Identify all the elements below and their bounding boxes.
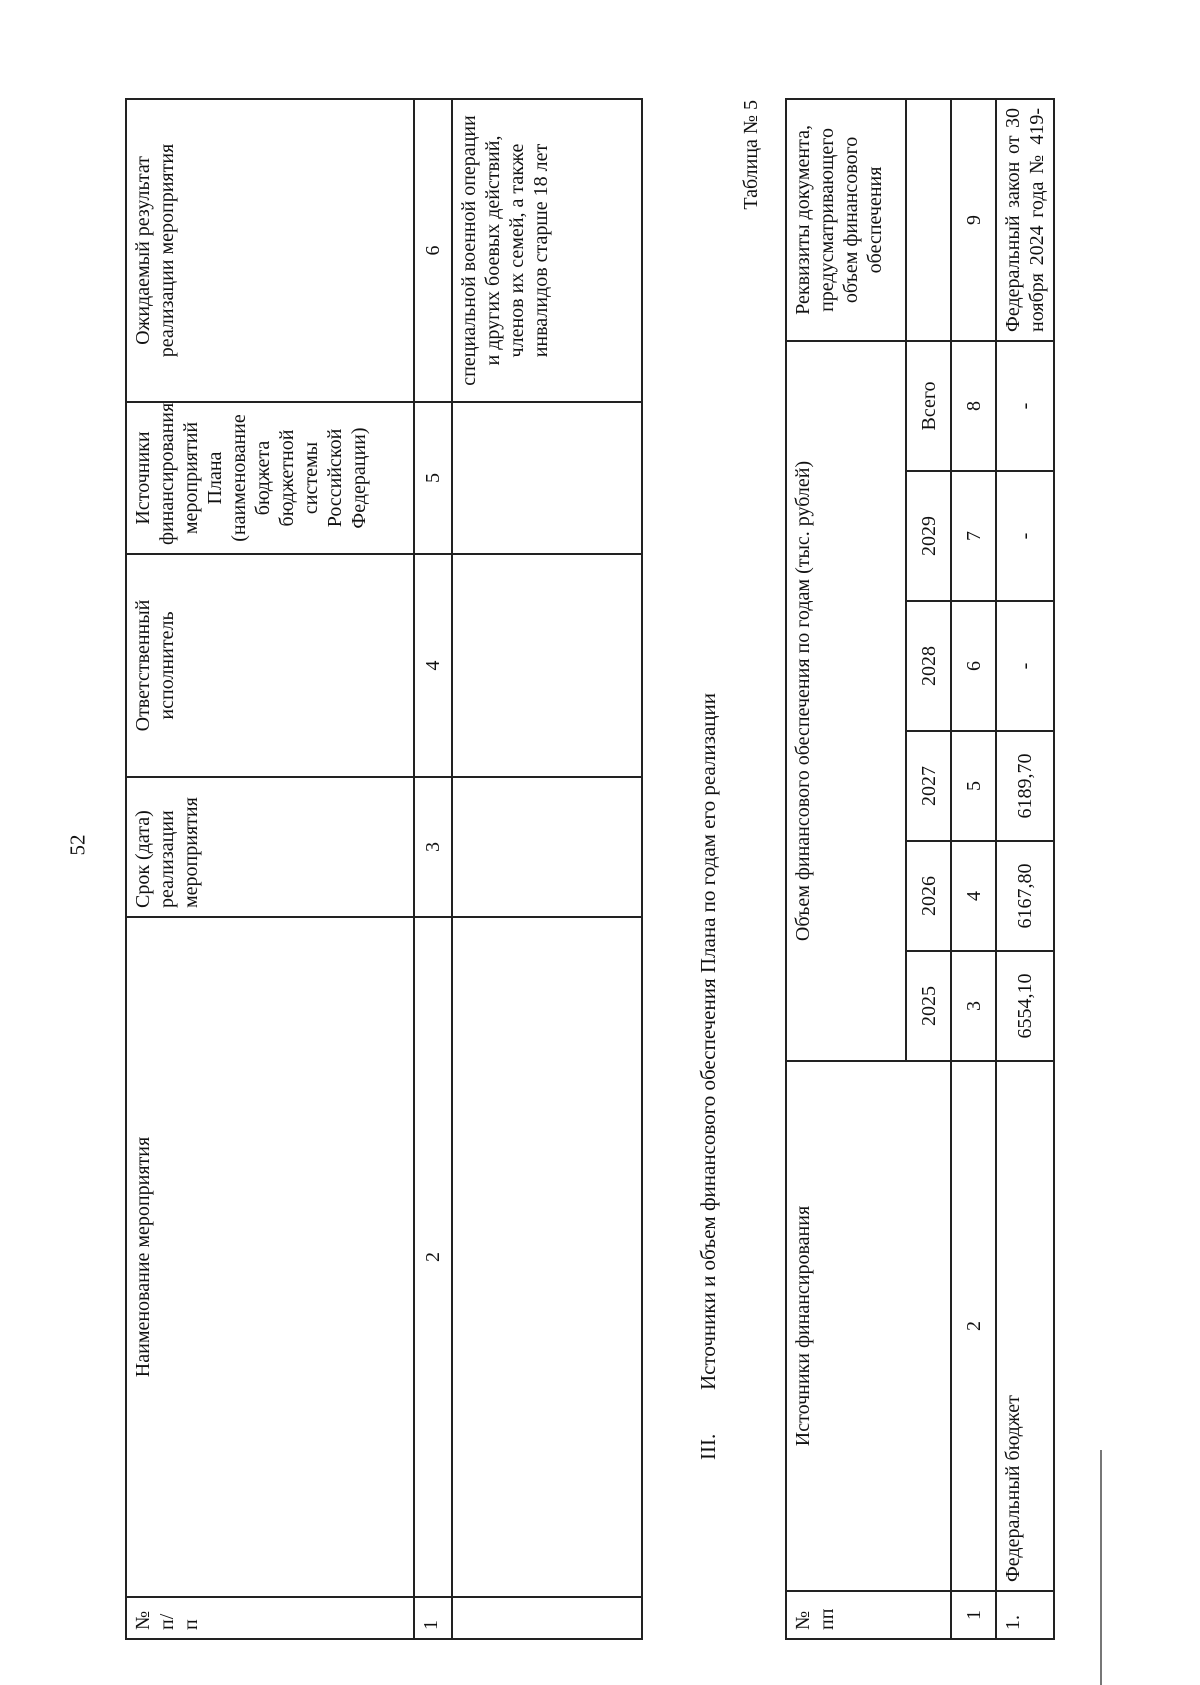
section-title: Источники и объем финансового обеспечения Плана по годам его реализации xyxy=(696,693,720,1390)
table-caption: Таблица № 5 xyxy=(740,100,762,210)
row-number-cell: 1. xyxy=(996,1591,1054,1639)
header-cell-volume: Объем финансового обеспечения по годам (тыс. рублей) xyxy=(786,341,906,1061)
header-cell-number: № пп xyxy=(786,1591,951,1639)
section-number: III. xyxy=(696,1433,720,1460)
year-header-cell: 2027 xyxy=(906,731,951,841)
column-number-cell: 4 xyxy=(951,841,996,951)
margin-line xyxy=(1100,1450,1102,1685)
value-cell: - xyxy=(996,341,1054,471)
table-row xyxy=(996,99,1054,1639)
value-cell: 6167,80 xyxy=(996,841,1054,951)
column-number-cell: 1 xyxy=(414,1597,452,1639)
value-cell: - xyxy=(996,471,1054,601)
header-cell-name: Наименование мероприятия xyxy=(126,917,414,1597)
details-cell: Федеральный закон от 30 ноября 2024 года № 419- xyxy=(996,99,1054,341)
rotated-page-content xyxy=(10,40,1190,1640)
plan-measures-table xyxy=(125,98,643,1640)
column-number-row xyxy=(414,99,452,1639)
column-number-row xyxy=(951,99,996,1639)
table-cell xyxy=(452,402,642,554)
table-header-row xyxy=(786,99,906,1639)
section-heading xyxy=(696,100,721,1460)
value-cell: 6189,70 xyxy=(996,731,1054,841)
value-cell: - xyxy=(996,601,1054,731)
value-cell: 6554,10 xyxy=(996,951,1054,1061)
header-cell-details: Реквизиты документа, предусматривающего объем финансового обеспечения xyxy=(786,99,906,341)
table-cell xyxy=(906,99,951,341)
source-cell: Федеральный бюджет xyxy=(996,1061,1054,1591)
table-cell xyxy=(452,917,642,1597)
header-cell-executor: Ответственный исполнитель xyxy=(126,554,414,777)
column-number-cell: 3 xyxy=(951,951,996,1061)
column-number-cell: 2 xyxy=(414,917,452,1597)
header-cell-sources: Источники финансирования мероприятий Плана (наименование бюджета бюджетной системы Российской Федерации) xyxy=(126,402,414,554)
financing-table xyxy=(785,98,1055,1640)
header-cell-source: Источники финансирования xyxy=(786,1061,951,1591)
table-header-row xyxy=(126,99,414,1639)
header-cell-deadline: Срок (дата) реализации мероприятия xyxy=(126,777,414,917)
header-cell-number: № п/п xyxy=(126,1597,414,1639)
column-number-cell: 5 xyxy=(414,402,452,554)
column-number-cell: 2 xyxy=(951,1061,996,1591)
column-number-cell: 4 xyxy=(414,554,452,777)
table-cell xyxy=(452,777,642,917)
expected-result-cell: специальной военной операции и других боевых действий, членов их семей, а также инвалидов старше 18 лет xyxy=(452,99,642,402)
column-number-cell: 6 xyxy=(951,601,996,731)
column-number-cell: 5 xyxy=(951,731,996,841)
page-number: 52 xyxy=(65,834,90,856)
year-header-cell: 2026 xyxy=(906,841,951,951)
year-header-cell: Всего xyxy=(906,341,951,471)
year-header-cell: 2025 xyxy=(906,951,951,1061)
column-number-cell: 6 xyxy=(414,99,452,402)
header-cell-result: Ожидаемый результат реализации мероприятия xyxy=(126,99,414,402)
table-row xyxy=(452,99,642,1639)
column-number-cell: 9 xyxy=(951,99,996,341)
column-number-cell: 1 xyxy=(951,1591,996,1639)
column-number-cell: 3 xyxy=(414,777,452,917)
year-header-cell: 2028 xyxy=(906,601,951,731)
column-number-cell: 7 xyxy=(951,471,996,601)
table-cell xyxy=(452,1597,642,1639)
column-number-cell: 8 xyxy=(951,341,996,471)
year-header-cell: 2029 xyxy=(906,471,951,601)
table-cell xyxy=(452,554,642,777)
